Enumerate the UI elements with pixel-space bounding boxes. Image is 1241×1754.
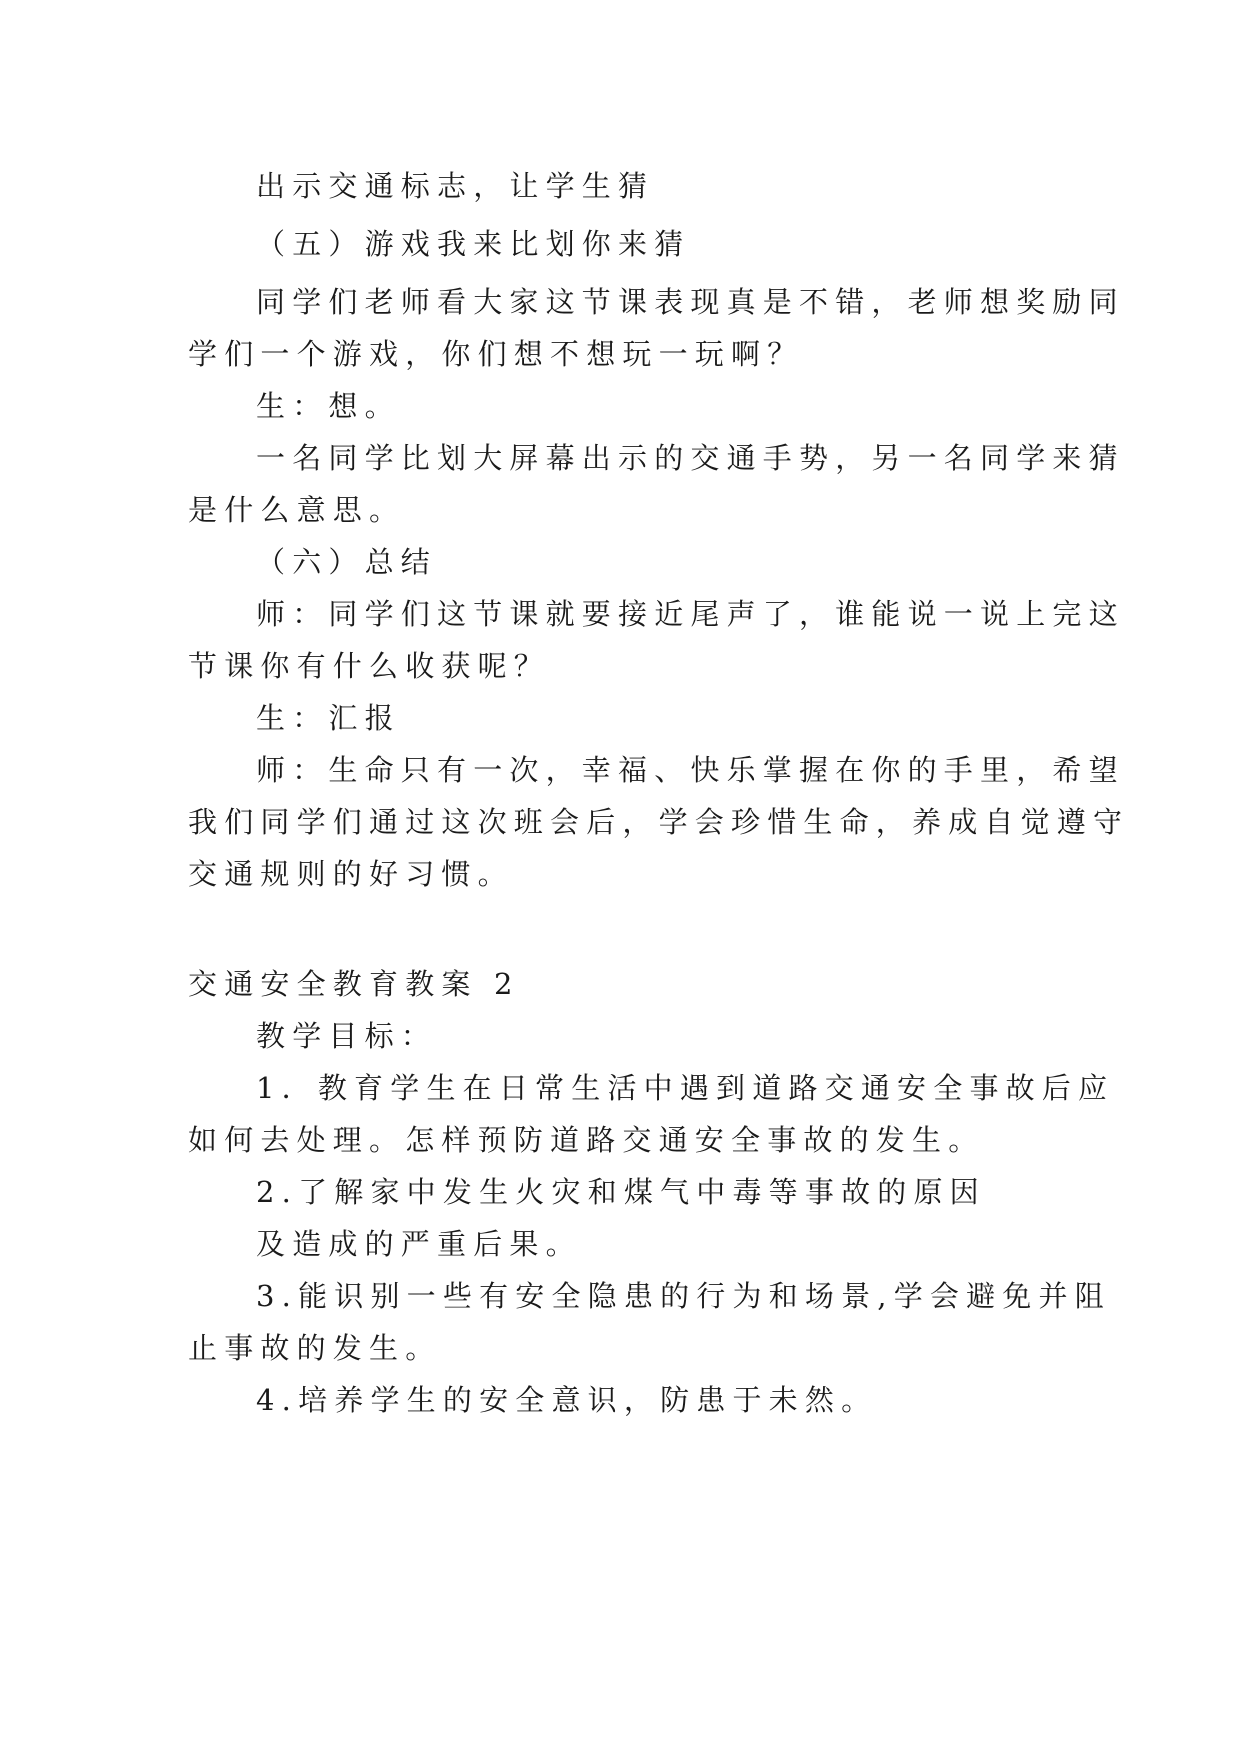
paragraph-teacher-reward-line1: 同学们老师看大家这节课表现真是不错，老师想奖励同 [256, 285, 1125, 319]
subheading-summary: （六）总结 [256, 545, 438, 579]
goal-3-line1: 3.能识别一些有安全隐患的行为和场景,学会避免并阻 [256, 1279, 1111, 1313]
paragraph-closing-line2: 我们同学们通过这次班会后，学会珍惜生命，养成自觉遵守 [188, 805, 1130, 839]
goal-3-line2: 止事故的发生。 [188, 1331, 442, 1365]
goal-4: 4.培养学生的安全意识，防患于未然。 [256, 1383, 878, 1417]
goal-2-line1: 2.了解家中发生火灾和煤气中毒等事故的原因 [256, 1175, 986, 1209]
paragraph-student-answer: 生：想。 [256, 389, 401, 423]
subheading-game: （五）游戏我来比划你来猜 [256, 227, 691, 261]
paragraph-closing-line3: 交通规则的好习惯。 [188, 857, 514, 891]
paragraph-gesture-game-line2: 是什么意思。 [188, 493, 406, 527]
goals-label: 教学目标： [256, 1019, 438, 1053]
goal-1-line2: 如何去处理。怎样预防道路交通安全事故的发生。 [188, 1123, 985, 1157]
paragraph-gesture-game-line1: 一名同学比划大屏幕出示的交通手势，另一名同学来猜 [256, 441, 1125, 475]
goal-1-line1: 1．教育学生在日常生活中遇到道路交通安全事故后应 [256, 1071, 1115, 1105]
paragraph-teacher-reward-line2: 学们一个游戏，你们想不想玩一玩啊？ [188, 337, 804, 371]
paragraph-show-signs: 出示交通标志，让学生猜 [256, 169, 655, 203]
section-heading: 交通安全教育教案 2 [188, 967, 520, 1001]
goal-2-line2: 及造成的严重后果。 [256, 1227, 582, 1261]
paragraph-teacher-question-line1: 师：同学们这节课就要接近尾声了，谁能说一说上完这 [256, 597, 1125, 631]
paragraph-closing-line1: 师：生命只有一次，幸福、快乐掌握在你的手里，希望 [256, 753, 1125, 787]
paragraph-teacher-question-line2: 节课你有什么收获呢？ [188, 649, 551, 683]
paragraph-student-report: 生：汇报 [256, 701, 401, 735]
